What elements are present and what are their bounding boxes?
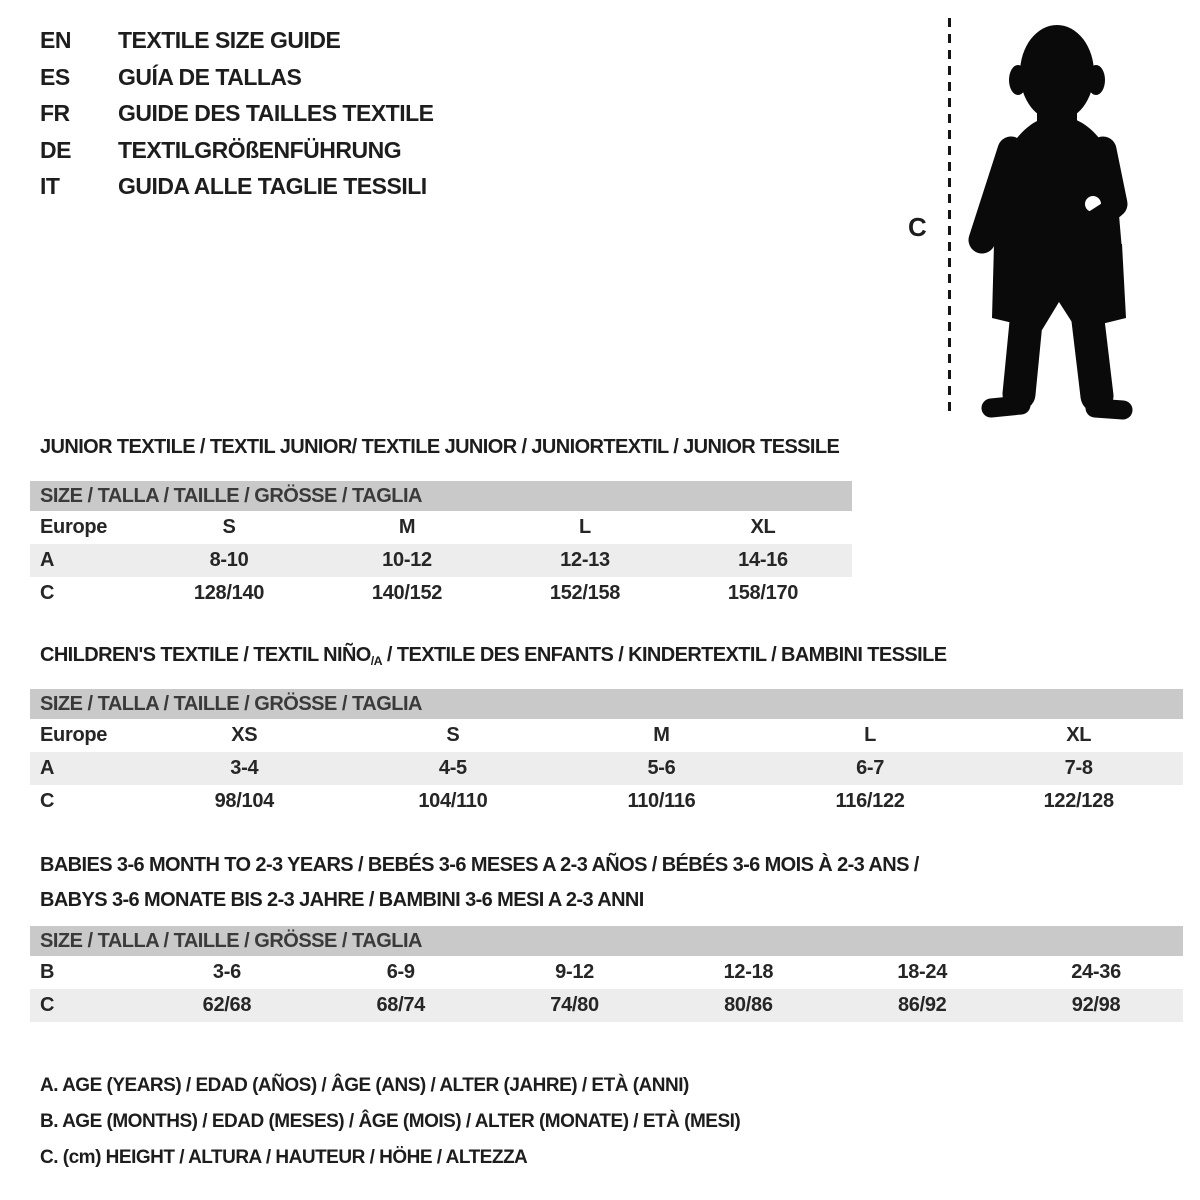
row-label-cell: A (40, 757, 55, 779)
language-code: EN (40, 27, 71, 53)
value-cell: 74/80 (550, 994, 599, 1016)
table-row (30, 752, 1183, 785)
language-code: ES (40, 63, 70, 90)
babies-size-table (30, 956, 1183, 1022)
language-row-en (40, 22, 434, 59)
row-label-cell: A (40, 549, 55, 571)
height-measure-label: C (908, 212, 927, 242)
table-row (30, 989, 1183, 1022)
value-cell: 8-10 (209, 549, 249, 571)
legend-line-a: A. AGE (YEARS) / EDAD (AÑOS) / ÂGE (ANS) / ALTER (JAHRE) / ETÀ (ANNI) (40, 1075, 689, 1096)
value-cell: 3-6 (212, 961, 241, 983)
language-code: FR (40, 100, 70, 126)
value-cell: 98/104 (214, 790, 274, 812)
size-header-bar-junior: SIZE / TALLA / TAILLE / GRÖSSE / TAGLIA (30, 481, 852, 511)
value-cell: 7-8 (1064, 757, 1093, 779)
table-row (30, 785, 1183, 818)
value-cell: 6-7 (856, 757, 885, 779)
section-title-children (40, 644, 946, 667)
title-fragment: CHILDREN'S TEXTILE / TEXTIL NIÑO (40, 644, 371, 666)
value-cell: 4-5 (438, 757, 467, 779)
table-row (30, 511, 852, 544)
value-cell: 110/116 (627, 790, 696, 812)
children-size-table (30, 719, 1183, 818)
toddler-silhouette-icon (965, 18, 1137, 420)
row-label-cell: C (40, 790, 55, 812)
value-cell: 152/158 (549, 582, 621, 604)
value-cell: 5-6 (647, 757, 676, 779)
section-title-babies-line1: BABIES 3-6 MONTH TO 2-3 YEARS / BEBÉS 3-6 MESES A 2-3 AÑOS / BÉBÉS 3-6 MOIS À 2-3 ANS / (40, 854, 919, 876)
value-cell: 122/128 (1043, 790, 1114, 812)
language-row-es (40, 59, 434, 96)
value-cell: 10-12 (382, 549, 432, 571)
value-cell: 86/92 (897, 994, 947, 1016)
row-label-cell: B (40, 961, 55, 983)
value-cell: M (398, 516, 416, 538)
value-cell: M (653, 724, 670, 746)
junior-size-table (30, 511, 852, 610)
section-title-junior: JUNIOR TEXTILE / TEXTIL JUNIOR/ TEXTILE JUNIOR / JUNIORTEXTIL / JUNIOR TESSILE (40, 436, 840, 458)
table-row (30, 719, 1183, 752)
language-label: GUIDA ALLE TAGLIE TESSILI (118, 173, 427, 199)
language-code: IT (40, 173, 60, 199)
value-cell: 18-24 (897, 961, 948, 983)
row-label-cell: C (40, 582, 55, 604)
value-cell: XL (750, 516, 776, 538)
section-title-babies-line2: BABYS 3-6 MONATE BIS 2-3 JAHRE / BAMBINI 3-6 MESI A 2-3 ANNI (40, 889, 644, 911)
size-header-bar-babies: SIZE / TALLA / TAILLE / GRÖSSE / TAGLIA (30, 926, 1183, 956)
row-label-cell: Europe (40, 724, 108, 746)
value-cell: S (446, 724, 460, 746)
title-fragment: / TEXTILE DES ENFANTS / KINDERTEXTIL / BAMBINI TESSILE (381, 644, 947, 666)
language-row-it (40, 168, 434, 205)
value-cell: 68/74 (376, 994, 426, 1016)
language-label: TEXTILGRÖßENFÜHRUNG (118, 136, 402, 163)
legend (40, 1068, 740, 1176)
value-cell: 116/122 (835, 790, 905, 812)
language-code: DE (40, 136, 71, 163)
language-label: GUÍA DE TALLAS (118, 63, 302, 90)
section-title-babies (40, 848, 919, 918)
language-label: GUIDE DES TAILLES TEXTILE (118, 100, 434, 126)
value-cell: L (864, 724, 877, 746)
value-cell: 128/140 (193, 582, 265, 604)
language-row-de (40, 132, 434, 169)
value-cell: L (579, 516, 591, 538)
legend-line-c: C. (cm) HEIGHT / ALTURA / HAUTEUR / HÖHE / ALTEZZA (40, 1147, 528, 1168)
legend-line-b: B. AGE (MONTHS) / EDAD (MESES) / ÂGE (MOIS) / ALTER (MONATE) / ETÀ (MESI) (40, 1111, 741, 1132)
language-header (40, 22, 434, 205)
value-cell: 12-13 (560, 549, 610, 571)
table-row (30, 956, 1183, 989)
table-row (30, 577, 852, 610)
language-label: TEXTILE SIZE GUIDE (118, 27, 341, 53)
value-cell: XL (1066, 724, 1092, 746)
value-cell: 24-36 (1071, 961, 1121, 983)
value-cell: 62/68 (202, 994, 252, 1016)
language-row-fr (40, 95, 434, 132)
value-cell: 6-9 (386, 961, 415, 983)
table-row (30, 544, 852, 577)
value-cell: 92/98 (1071, 994, 1121, 1016)
title-fragment: /A (370, 653, 382, 668)
value-cell: 80/86 (724, 994, 773, 1016)
value-cell: 12-18 (723, 961, 774, 983)
value-cell: XS (231, 724, 258, 746)
size-header-bar-children: SIZE / TALLA / TAILLE / GRÖSSE / TAGLIA (30, 689, 1183, 719)
height-dashed-line (948, 18, 951, 416)
row-label-cell: C (40, 994, 55, 1016)
value-cell: 14-16 (738, 549, 788, 571)
value-cell: 140/152 (371, 582, 443, 604)
row-label-cell: Europe (40, 516, 108, 538)
value-cell: 3-4 (230, 757, 259, 779)
value-cell: 9-12 (555, 961, 594, 983)
value-cell: 104/110 (418, 790, 488, 812)
value-cell: 158/170 (727, 582, 799, 604)
value-cell: S (222, 516, 236, 538)
